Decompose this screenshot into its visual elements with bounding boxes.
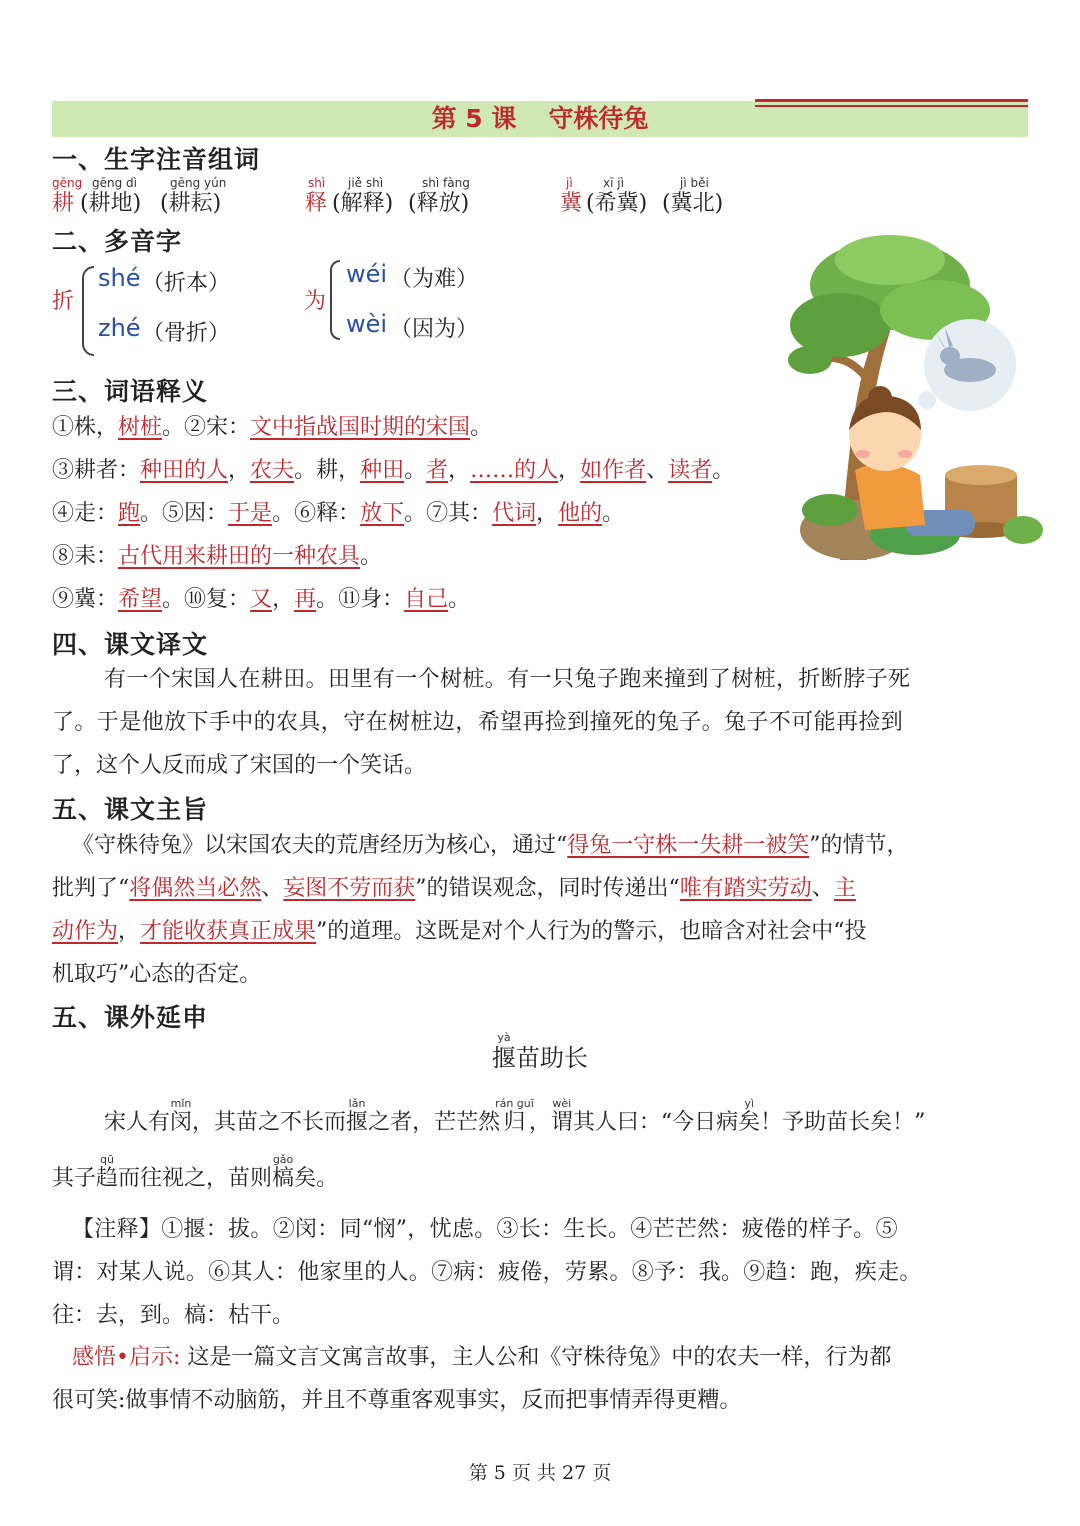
definition-line-2: ③耕者：种田的人，农夫。耕，种田。者，……的人，如作者、读者。 (52, 458, 735, 483)
story-paragraph-1: 宋人有闵mǐn，其苗之不长而揠lǎn之者，芒芒然归rán guī，谓wèi其人曰：“今日病矣yì！予助苗长矣！” (104, 1097, 926, 1135)
word: (解释) (332, 191, 394, 216)
pinyin: zhé (98, 314, 141, 342)
word: （因为） (390, 317, 479, 342)
brace (82, 266, 94, 356)
definition-line-1: ①株，树桩。②宋：文中指战国时期的宋国。 (52, 415, 493, 440)
insight-line-2: 很可笑:做事情不动脑筋，并且不尊重客观事实，反而把事情弄得更糟。 (52, 1388, 742, 1413)
section-heading-3: 三、词语释义 (52, 377, 209, 406)
word-pinyin: gēng dì (92, 176, 137, 190)
word: （折本） (142, 271, 231, 296)
definition-line-3: ④走：跑。⑤因：于是。⑥释：放下。⑦其：代词，他的。 (52, 501, 625, 526)
theme-line-2: 批判了“将偶然当必然、妄图不劳而获”的错误观念，同时传递出“唯有踏实劳动、主 (52, 876, 856, 901)
new-character: 耕 (52, 191, 75, 216)
translation-line-1: 有一个宋国人在耕田。田里有一个树桩。有一只兔子跑来撞到了树桩，折断脖子死 (104, 667, 911, 692)
pinyin: wéi (346, 260, 388, 288)
char-pinyin: shì (308, 176, 326, 190)
word: (耕耘) (160, 191, 222, 216)
story-paragraph-2: 其子趋qū而往视之，苗则槁gǎo矣。 (52, 1153, 339, 1191)
polyphone-char: 为 (304, 289, 327, 314)
word: （骨折） (142, 321, 231, 346)
section-heading-5: 五、课文主旨 (52, 795, 209, 824)
word: (希冀) (586, 191, 648, 216)
new-character: 冀 (560, 191, 583, 216)
notes-line-1: 【注释】①揠：拔。②闵：同“悯”，忧虑。③长：生长。④芒芒然：疲倦的样子。⑤ (72, 1217, 898, 1242)
word: (耕地) (80, 191, 142, 216)
lesson-title (52, 102, 1028, 136)
translation-line-3: 了，这个人反而成了宋国的一个笑话。 (52, 753, 427, 778)
word-pinyin: shì fàng (422, 176, 470, 190)
theme-line-1: 《守株待兔》以宋国农夫的荒唐经历为核心，通过“得兔一守株一失耕一被笑”的情节， (72, 833, 909, 858)
pinyin: wèi (346, 310, 388, 338)
section-heading-2: 二、多音字 (52, 227, 183, 256)
char-pinyin: gēng (52, 176, 83, 190)
page-footer: 第 5 页 共 27 页 (468, 1462, 612, 1484)
word: （为难） (390, 267, 479, 292)
word-pinyin: jì běi (680, 176, 709, 190)
char-pinyin: jì (566, 176, 573, 190)
word: (释放) (408, 191, 470, 216)
brace (330, 260, 340, 340)
section-heading-6: 五、课外延申 (52, 1003, 209, 1032)
insight-label: 感悟•启示: (72, 1345, 181, 1370)
word-pinyin: xī jì (603, 176, 624, 190)
insight-line-1: 感悟•启示: 这是一篇文言文寓言故事，主人公和《守株待兔》中的农夫一样，行为都 (72, 1345, 892, 1370)
notes-line-3: 往：去，到。槁：枯干。 (52, 1303, 295, 1328)
section-heading-1: 一、生字注音组词 (52, 145, 261, 174)
notes-line-2: 谓：对某人说。⑥其人：他家里的人。⑦病：疲倦，劳累。⑧予：我。⑨趋：跑，疾走。 (52, 1260, 922, 1285)
pinyin: shé (98, 264, 141, 292)
translation-line-2: 了。于是他放下手中的农具，守在树桩边，希望再捡到撞死的兔子。兔子不可能再捡到 (52, 710, 904, 735)
definition-line-4: ⑧耒：古代用来耕田的一种农具。 (52, 544, 383, 569)
lesson-number: 第 5 课 (431, 104, 517, 133)
theme-line-4: 机取巧”心态的否定。 (52, 962, 262, 987)
word: (冀北) (662, 191, 724, 216)
word-pinyin: gēng yún (170, 176, 227, 190)
section-heading-4: 四、课文译文 (52, 630, 209, 659)
definition-line-5: ⑨冀：希望。⑩复：又，再。⑪身：自己。 (52, 587, 471, 612)
word-pinyin: jiě shì (348, 176, 384, 190)
new-character: 释 (305, 191, 328, 216)
polyphone-char: 折 (52, 289, 75, 314)
lesson-name: 守株待兔 (548, 104, 649, 133)
story-title: 揠yà苗助长 (492, 1031, 588, 1072)
theme-line-3: 动作为，才能收获真正成果”的道理。这既是对个人行为的警示，也暗含对社会中“投 (52, 919, 867, 944)
